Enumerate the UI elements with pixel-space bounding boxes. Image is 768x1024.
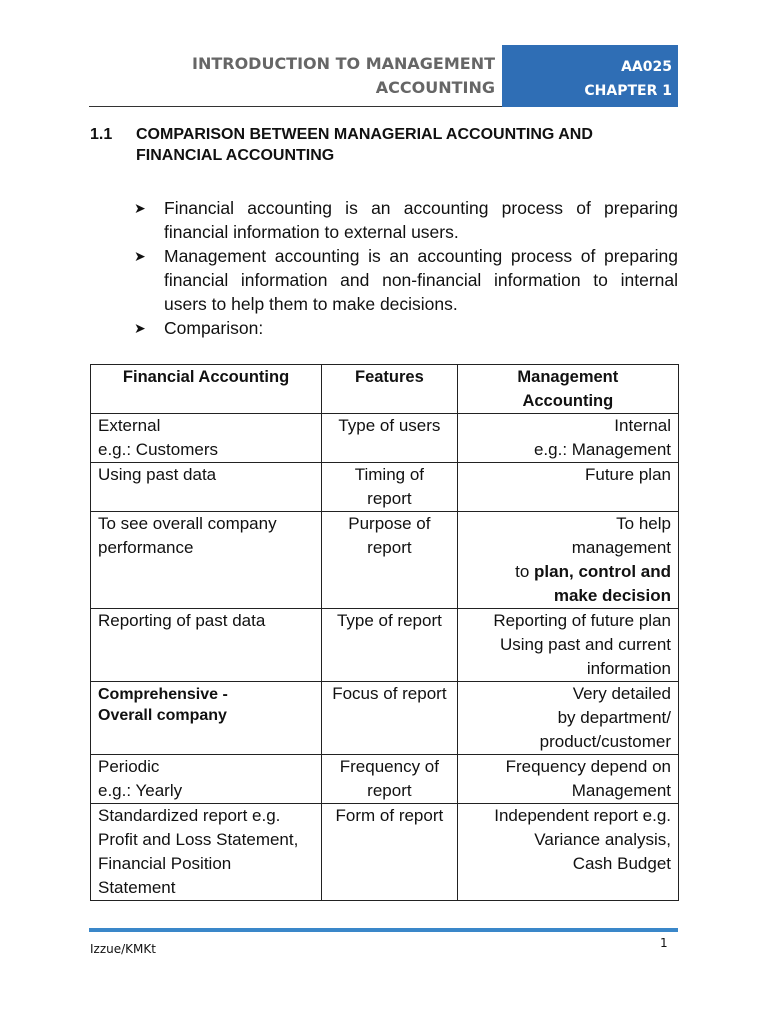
table-row — [91, 804, 679, 901]
arrow-bullet-icon: ➤ — [134, 248, 146, 264]
cell-text-bold: make decision — [553, 586, 671, 605]
cell-line: Reporting of past data — [98, 611, 266, 630]
section-title — [136, 124, 676, 166]
cell-line: Cash Budget — [572, 854, 671, 873]
cell-feature — [322, 463, 458, 512]
cell-line: Statement — [98, 878, 176, 897]
table-row — [91, 463, 679, 512]
table-header-row — [91, 365, 679, 414]
cell-line: e.g.: Management — [533, 440, 671, 459]
header-badge — [502, 45, 678, 107]
cell-financial — [91, 755, 322, 804]
cell-line: Focus of report — [332, 684, 447, 703]
arrow-bullet-icon: ➤ — [134, 200, 146, 216]
bullet-list — [130, 196, 678, 340]
header-financial-accounting: Financial Accounting — [91, 365, 322, 414]
cell-line: performance — [98, 538, 194, 557]
header-title-line2: ACCOUNTING — [375, 78, 495, 97]
cell-line: e.g.: Yearly — [98, 781, 183, 800]
cell-management — [457, 804, 678, 901]
table-row — [91, 609, 679, 682]
bullet-item — [130, 244, 678, 316]
cell-line: External — [98, 416, 161, 435]
cell-line: e.g.: Customers — [98, 440, 218, 459]
cell-line: report — [367, 489, 412, 508]
cell-line: Frequency depend on — [505, 757, 671, 776]
bullet-item — [130, 316, 678, 340]
page-number: 1 — [660, 936, 668, 950]
cell-line: Overall company — [98, 707, 227, 724]
cell-line — [465, 560, 671, 584]
cell-line: Purpose of — [348, 514, 431, 533]
cell-line: Management — [571, 781, 671, 800]
cell-line: Type of users — [338, 416, 441, 435]
bullet-text: Management accounting is an accounting process of preparing financial information and non-financial information to internal users to help them to make decisions. — [164, 246, 678, 314]
bullet-text: Comparison: — [164, 318, 264, 338]
cell-line: Future plan — [585, 465, 671, 484]
cell-line: Using past and current — [499, 635, 671, 654]
cell-text-bold: plan, control and — [534, 562, 671, 581]
cell-feature — [322, 609, 458, 682]
cell-line: management — [571, 538, 671, 557]
cell-text-to: to — [515, 562, 530, 581]
cell-management — [457, 755, 678, 804]
header-title — [160, 52, 495, 100]
cell-line: Comprehensive - — [98, 686, 228, 703]
cell-feature — [322, 682, 458, 755]
cell-line: To help — [616, 514, 671, 533]
cell-feature — [322, 804, 458, 901]
cell-line: Periodic — [98, 757, 160, 776]
cell-line: information — [586, 659, 671, 678]
header-features: Features — [322, 365, 458, 414]
bullet-text: Financial accounting is an accounting process of preparing financial information to external users. — [164, 198, 678, 242]
cell-line: report — [367, 538, 412, 557]
arrow-bullet-icon: ➤ — [134, 320, 146, 336]
cell-financial — [91, 682, 322, 755]
cell-line: Independent report e.g. — [494, 806, 671, 825]
cell-line: Frequency of — [339, 757, 439, 776]
cell-line: Financial Position — [98, 854, 232, 873]
cell-line: product/customer — [539, 732, 671, 751]
table-row — [91, 512, 679, 609]
cell-line: Timing of — [354, 465, 425, 484]
cell-line: To see overall company — [98, 514, 277, 533]
header-management-line2: Accounting — [522, 392, 614, 410]
cell-financial — [91, 463, 322, 512]
cell-line: Using past data — [98, 465, 217, 484]
section-title-line1: COMPARISON BETWEEN MANAGERIAL ACCOUNTING AND — [136, 126, 593, 143]
cell-management — [457, 609, 678, 682]
footer-divider — [89, 928, 678, 932]
course-code: AA025 — [621, 59, 672, 75]
chapter-label: CHAPTER 1 — [584, 83, 672, 99]
cell-line: Very detailed — [572, 684, 671, 703]
header-title-line1: INTRODUCTION TO MANAGEMENT — [191, 54, 495, 73]
cell-line: Form of report — [335, 806, 444, 825]
cell-feature — [322, 512, 458, 609]
cell-financial — [91, 609, 322, 682]
cell-management — [457, 682, 678, 755]
cell-financial — [91, 512, 322, 609]
cell-management — [457, 414, 678, 463]
table-row — [91, 682, 679, 755]
cell-feature — [322, 414, 458, 463]
table-row — [91, 414, 679, 463]
cell-line: report — [367, 781, 412, 800]
table-row — [91, 755, 679, 804]
cell-line: Standardized report e.g. — [98, 806, 281, 825]
cell-management — [457, 512, 678, 609]
cell-line — [465, 584, 671, 608]
cell-management — [457, 463, 678, 512]
header-management-line1: Management — [517, 368, 619, 386]
cell-line: Reporting of future plan — [493, 611, 671, 630]
cell-financial — [91, 414, 322, 463]
cell-feature — [322, 755, 458, 804]
cell-line: Type of report — [336, 611, 442, 630]
comparison-table — [90, 364, 679, 901]
cell-bold-block — [98, 682, 314, 726]
section-number: 1.1 — [90, 126, 113, 143]
cell-line: Internal — [614, 416, 671, 435]
cell-financial — [91, 804, 322, 901]
header-divider — [89, 106, 502, 107]
cell-line: by department/ — [557, 708, 671, 727]
cell-line: Profit and Loss Statement, — [98, 830, 299, 849]
header-management-accounting — [457, 365, 678, 414]
bullet-item — [130, 196, 678, 244]
cell-line: Variance analysis, — [534, 830, 671, 849]
footer-author: Izzue/KMKt — [90, 942, 156, 956]
section-title-line2: FINANCIAL ACCOUNTING — [136, 147, 335, 164]
